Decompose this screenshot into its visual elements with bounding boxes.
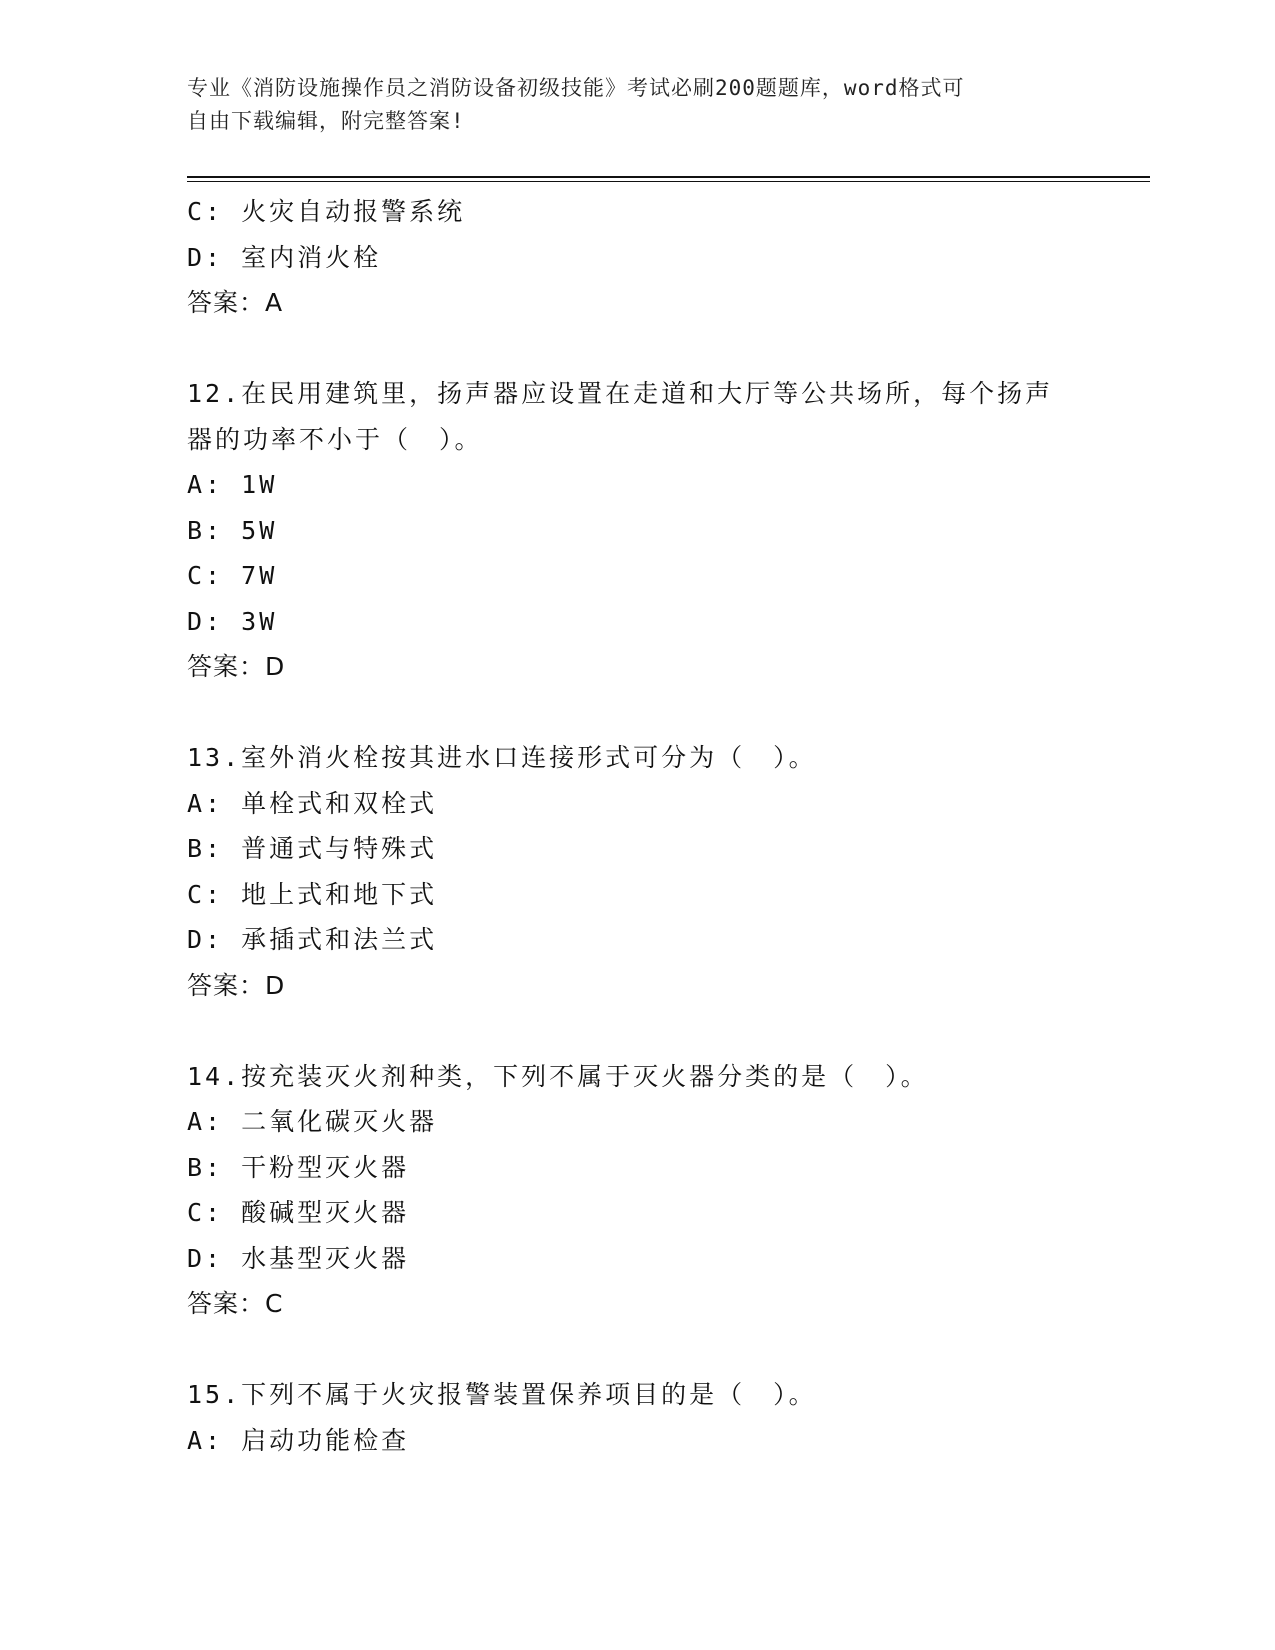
header-line-1: 专业《消防设施操作员之消防设备初级技能》考试必刷200题题库，word格式可 bbox=[187, 76, 965, 100]
option-text: 1W bbox=[241, 470, 278, 499]
option-letter: D: bbox=[187, 606, 224, 636]
option-letter: D: bbox=[187, 925, 224, 954]
question-stem bbox=[187, 1372, 1067, 1418]
question-stem-line: 13.室外消火栓按其进水口连接形式可分为（ ）。 bbox=[187, 743, 817, 772]
option-text: 普通式与特殊式 bbox=[241, 834, 438, 863]
option-text: 5W bbox=[241, 515, 278, 545]
option-line bbox=[187, 462, 1087, 508]
option-line bbox=[187, 1190, 1087, 1236]
option-letter: B: bbox=[187, 1152, 224, 1182]
option-line bbox=[187, 599, 1087, 645]
option-line bbox=[187, 1418, 1087, 1464]
question-stem-line: 12.在民用建筑里，扬声器应设置在走道和大厅等公共场所，每个扬声 bbox=[187, 379, 1054, 408]
option-text: 水基型灭火器 bbox=[241, 1243, 410, 1273]
option-text: 启动功能检查 bbox=[241, 1425, 410, 1455]
option-text: 7W bbox=[241, 561, 278, 590]
option-line bbox=[187, 781, 1087, 827]
question-stem-line: 器的功率不小于（ ）。 bbox=[187, 424, 483, 454]
option-letter: A: bbox=[187, 470, 224, 499]
question-stem-line: 14.按充装灭火剂种类，下列不属于灭火器分类的是（ ）。 bbox=[187, 1061, 929, 1091]
option-text: 干粉型灭火器 bbox=[241, 1152, 410, 1182]
option-line bbox=[187, 1145, 1087, 1191]
option-letter: D: bbox=[187, 1243, 224, 1273]
option-line bbox=[187, 1236, 1087, 1282]
option-line bbox=[187, 872, 1087, 918]
option-line bbox=[187, 826, 1087, 872]
option-letter: A: bbox=[187, 1425, 224, 1455]
option-letter: B: bbox=[187, 515, 224, 545]
answer-line: 答案：D bbox=[187, 970, 286, 1000]
question-stem bbox=[187, 1054, 1067, 1100]
option-line bbox=[187, 1099, 1087, 1145]
header-divider-thin bbox=[187, 181, 1150, 182]
option-text: 单栓式和双栓式 bbox=[241, 788, 438, 818]
option-text: 地上式和地下式 bbox=[241, 879, 438, 909]
option-line bbox=[187, 189, 1087, 235]
question-stem-line: 15.下列不属于火灾报警装置保养项目的是（ ）。 bbox=[187, 1380, 817, 1409]
option-letter: C: bbox=[187, 561, 224, 590]
document-header bbox=[187, 72, 1067, 138]
question-content bbox=[187, 189, 1087, 1463]
option-letter: A: bbox=[187, 788, 224, 818]
option-text: 二氧化碳灭火器 bbox=[241, 1107, 438, 1136]
option-line bbox=[187, 508, 1087, 554]
option-text: 室内消火栓 bbox=[241, 242, 382, 272]
option-text: 酸碱型灭火器 bbox=[241, 1198, 410, 1227]
option-text: 承插式和法兰式 bbox=[241, 925, 438, 954]
option-line bbox=[187, 917, 1087, 963]
option-letter: C: bbox=[187, 1198, 224, 1227]
option-line bbox=[187, 235, 1087, 281]
question-stem bbox=[187, 371, 1067, 462]
header-divider-thick bbox=[187, 176, 1150, 178]
option-line bbox=[187, 553, 1087, 599]
answer-line: 答案：D bbox=[187, 652, 286, 681]
option-text: 火灾自动报警系统 bbox=[241, 197, 466, 226]
option-letter: D: bbox=[187, 242, 224, 272]
question-stem bbox=[187, 735, 1067, 781]
answer-line: 答案：C bbox=[187, 1289, 284, 1318]
answer-line: 答案：A bbox=[187, 288, 284, 317]
header-line-2: 自由下载编辑，附完整答案! bbox=[187, 109, 465, 133]
option-letter: C: bbox=[187, 197, 224, 226]
option-text: 3W bbox=[241, 606, 278, 636]
option-letter: A: bbox=[187, 1107, 224, 1136]
option-letter: B: bbox=[187, 834, 224, 863]
option-letter: C: bbox=[187, 879, 224, 909]
